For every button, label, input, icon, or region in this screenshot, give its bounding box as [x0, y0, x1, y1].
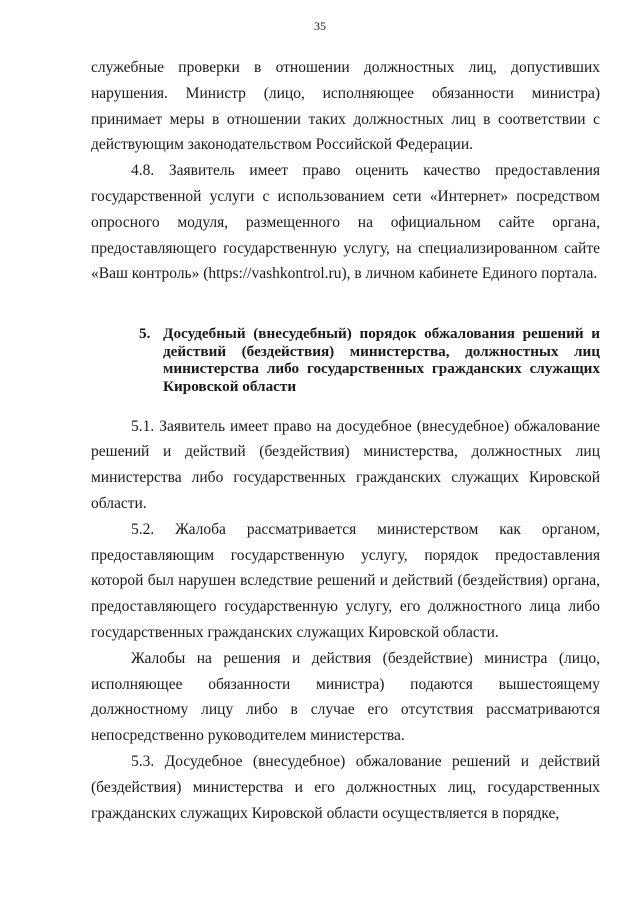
paragraph-5-1: 5.1. Заявитель имеет право на досудебное (внесудебное) обжалование решений и действий (бездействия) министерства, должностных лиц министерства либо государственных гражданских служащих Кировской области.	[91, 417, 600, 512]
page-number: 35	[314, 19, 326, 33]
paragraph-5-2: 5.2. Жалоба рассматривается министерством как органом, предоставляющим государственную услугу, порядок предоставления которой был нарушен вследствие решений и действий (бездействия) органа, предоставляющего государственную услугу, его должностного лица либо государственных гражданских служащих Кировской области.	[91, 520, 600, 641]
paragraph-4-8: 4.8. Заявитель имеет право оценить качество предоставления государственной услуги с использованием сети «Интернет» посредством опросного модуля, размещенного на официальном сайте органа, предоставляющего государственную услугу, на специализированном сайте «Ваш контроль» (https://vashkontrol.ru), в личном кабинете Единого портала.	[91, 162, 600, 283]
paragraph-continuation: служебные проверки в отношении должностных лиц, допустивших нарушения. Министр (лицо, исполняющее обязанности министра) принимает меры в отношении таких должностных лиц в соответствии с действующим законодательством Российской Федерации.	[91, 59, 600, 154]
section-heading	[91, 325, 600, 395]
document-body	[91, 55, 600, 826]
paragraph-5-3: 5.3. Досудебное (внесудебное) обжалование решений и действий (бездействия) министерства и его должностных лиц, государственных гражданских служащих Кировской области осуществляется в порядке,	[91, 752, 600, 822]
section-number: 5.	[139, 325, 151, 343]
section-title: Досудебный (внесудебный) порядок обжалования решений и действий (бездействия) министерства, должностных лиц министерства либо государственных гражданских служащих Кировской области	[163, 325, 600, 395]
paragraph-5-2-complaints: Жалобы на решения и действия (бездействие) министра (лицо, исполняющее обязанности министра) подаются вышестоящему должностному лицу либо в случае его отсутствия рассматриваются непосредственно руководителем министерства.	[91, 649, 600, 745]
